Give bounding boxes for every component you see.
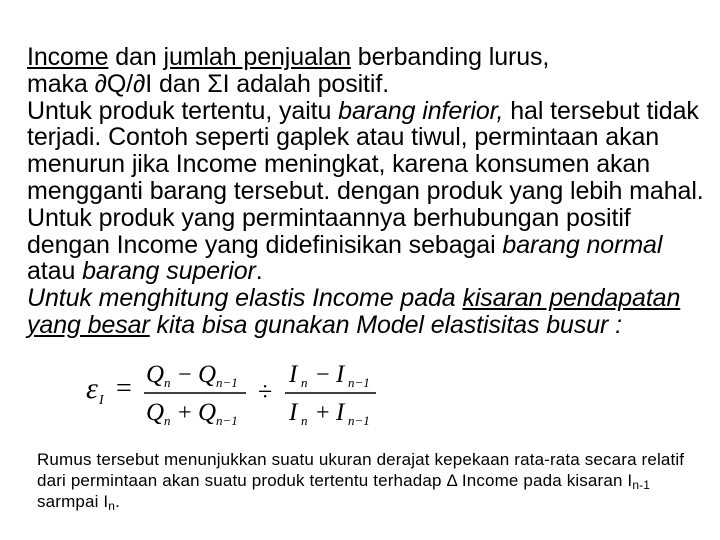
paragraph-arc-elasticity (27, 285, 717, 339)
text-fragment: Untuk produk yang permintaannya berhubungan positif dengan Income yang didefinisikan sebagai (27, 203, 631, 259)
formula-i-n1-den: I (336, 399, 345, 426)
term-jumlah-penjualan: jumlah penjualan (163, 43, 351, 71)
text-fragment: hal tersebut tidak terjadi. Contoh seperti gaplek atau tiwul, permintaan akan menurun jika Income meningkat, karena konsumen akan mengganti barang tersebut. dengan produk yang lebih mahal. (27, 96, 704, 205)
paragraph-normal-goods (27, 205, 717, 285)
formula-i-n-den-sub: n (301, 413, 308, 428)
caption-subscript: n-1 (632, 477, 651, 492)
slide-body-text (27, 44, 717, 339)
text-fragment: Untuk menghitung elastis Income pada (27, 284, 463, 313)
text-fragment: Untuk produk tertentu, yaitu (27, 96, 339, 125)
caption-text: Rumus tersebut menunjukkan suatu ukuran derajat kepekaan rata-rata secara relatif dari permintaan akan suatu produk tertentu terhadap Δ Income pada kisaran I (37, 450, 685, 490)
paragraph-inferior-goods (27, 98, 717, 205)
formula-q-n1-den: Q (198, 399, 217, 426)
formula-epsilon-sub: I (99, 393, 104, 408)
term-barang-superior: barang superior (82, 257, 256, 286)
formula-plus: + (178, 400, 192, 426)
formula-i-n1-den-sub: n−1 (348, 413, 370, 428)
formula-q-n1: Q (198, 361, 217, 388)
text-fragment: maka ∂Q/∂I dan ΣI adalah positif. (27, 69, 390, 98)
caption-text: . (115, 491, 120, 511)
paragraph-income-relation (27, 44, 717, 98)
term-income: Income (27, 43, 109, 71)
term-barang-normal: barang normal (502, 230, 663, 259)
formula-q-n1-den-sub: n−1 (216, 413, 238, 428)
formula-minus-2: − (316, 362, 330, 388)
caption-paragraph (37, 450, 707, 512)
text-fragment: atau (27, 257, 83, 286)
formula-explanation (37, 450, 707, 512)
arc-elasticity-formula (86, 352, 386, 434)
formula-q-n: Q (146, 361, 165, 388)
text-fragment: . (255, 257, 263, 286)
formula-epsilon: ε (86, 372, 98, 405)
term-barang-inferior: barang inferior, (338, 96, 504, 125)
text-fragment: berbanding lurus, (350, 43, 550, 71)
formula-q-n-sub: n (164, 375, 171, 390)
formula-i-n-sub: n (301, 375, 308, 390)
text-fragment: dan (108, 43, 164, 71)
formula-divide: ÷ (258, 377, 273, 406)
formula-i-n1-sub: n−1 (348, 375, 370, 390)
formula-svg (86, 352, 386, 434)
formula-i-n1: I (336, 361, 345, 388)
formula-q-n-den: Q (146, 399, 165, 426)
formula-i-n-den: I (289, 399, 298, 426)
term-kisaran-pendapatan: kisaran pendapatan yang besar (27, 284, 681, 339)
formula-q-n-den-sub: n (164, 413, 171, 428)
formula-i-n: I (289, 361, 298, 388)
caption-text: sarmpai I (37, 491, 109, 511)
formula-q-n1-sub: n−1 (216, 375, 238, 390)
caption-subscript: n (108, 498, 116, 513)
formula-plus-2: + (316, 400, 330, 426)
text-fragment: kita bisa gunakan Model elastisitas busur : (149, 310, 622, 339)
formula-equals: = (116, 373, 132, 404)
formula-minus: − (178, 362, 192, 388)
